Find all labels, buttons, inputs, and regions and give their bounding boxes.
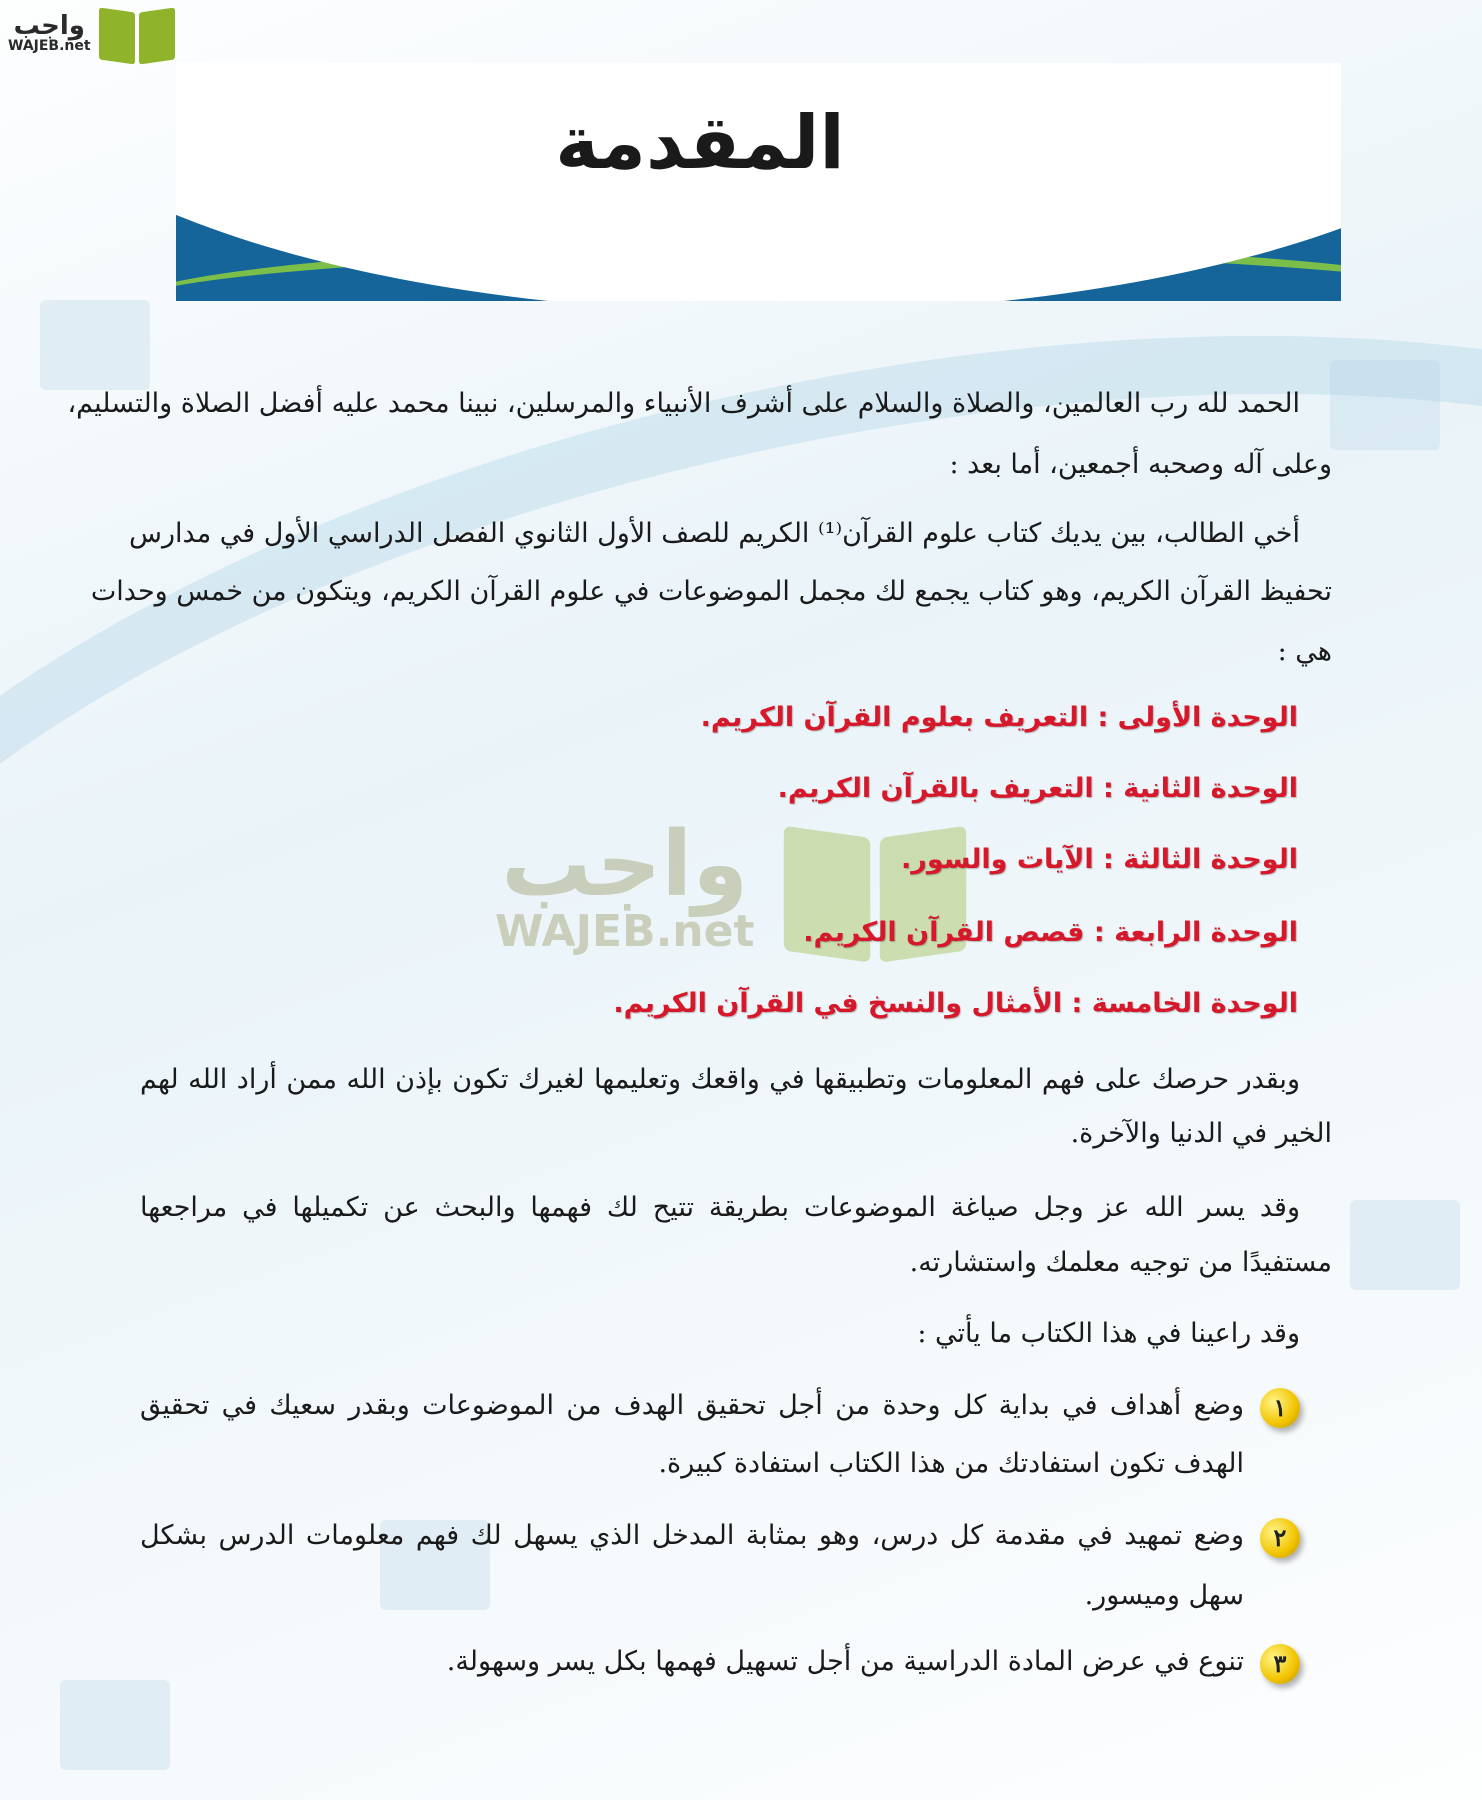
intro-line: وعلى آله وصحبه أجمعين، أما بعد : [949, 449, 1332, 480]
point-line: وضع أهداف في بداية كل وحدة من أجل تحقيق الهدف من الموضوعات وبقدر سعيك في تحقيق [140, 1390, 1244, 1421]
point-line: الهدف تكون استفادتك من هذا الكتاب استفادة كبيرة. [658, 1448, 1244, 1479]
paragraph-line: تحفيظ القرآن الكريم، وهو كتاب يجمع لك مجمل الموضوعات في علوم القرآن الكريم، ويتكون من خمس وحدات [90, 576, 1332, 607]
paragraph-line: أخي الطالب، بين يديك كتاب علوم القرآن⁽¹⁾ الكريم للصف الأول الثانوي الفصل الدراسي الأول في مدارس [129, 518, 1300, 549]
bg-tile [40, 300, 150, 390]
paragraph-line: مستفيدًا من توجيه معلمك واستشارته. [909, 1247, 1332, 1278]
watermark: واجب WAJEB.net [495, 820, 915, 954]
intro-line: الحمد لله رب العالمين، والصلاة والسلام على أشرف الأنبياء والمرسلين، نبينا محمد عليه أفضل الصلاة والتسليم، [67, 388, 1300, 419]
number-badge: ٢ [1260, 1518, 1300, 1558]
book-icon [97, 4, 177, 62]
unit-item: الوحدة الثانية : التعريف بالقرآن الكريم. [777, 773, 1298, 804]
paragraph-line: الخير في الدنيا والآخرة. [1070, 1118, 1332, 1149]
unit-item: الوحدة الخامسة : الأمثال والنسخ في القرآن الكريم. [613, 988, 1298, 1019]
paragraph-line: وقد يسر الله عز وجل صياغة الموضوعات بطريقة تتيح لك فهمها والبحث عن تكميلها في مراجعها [140, 1192, 1300, 1223]
bg-tile [60, 1680, 170, 1770]
unit-item: الوحدة الثالثة : الآيات والسور. [901, 844, 1298, 875]
paragraph-line: وبقدر حرصك على فهم المعلومات وتطبيقها في واقعك وتعليمها لغيرك تكون بإذن الله ممن أراد الله لهم [140, 1064, 1300, 1095]
unit-item: الوحدة الرابعة : قصص القرآن الكريم. [803, 917, 1298, 948]
point-line: وضع تمهيد في مقدمة كل درس، وهو بمثابة المدخل الذي يسهل لك فهم معلومات الدرس بشكل [140, 1520, 1244, 1551]
point-line: تنوع في عرض المادة الدراسية من أجل تسهيل فهمها بكل يسر وسهولة. [446, 1646, 1244, 1677]
unit-item: الوحدة الأولى : التعريف بعلوم القرآن الكريم. [700, 702, 1298, 733]
paragraph-line: وقد راعينا في هذا الكتاب ما يأتي : [917, 1318, 1300, 1349]
paragraph-line: هي : [1277, 636, 1332, 667]
point-line: سهل وميسور. [1084, 1580, 1244, 1611]
wajeb-logo: واجب WAJEB.net [8, 4, 177, 62]
number-badge: ١ [1260, 1388, 1300, 1428]
number-badge: ٣ [1260, 1644, 1300, 1684]
page-title: المقدمة [555, 100, 845, 186]
